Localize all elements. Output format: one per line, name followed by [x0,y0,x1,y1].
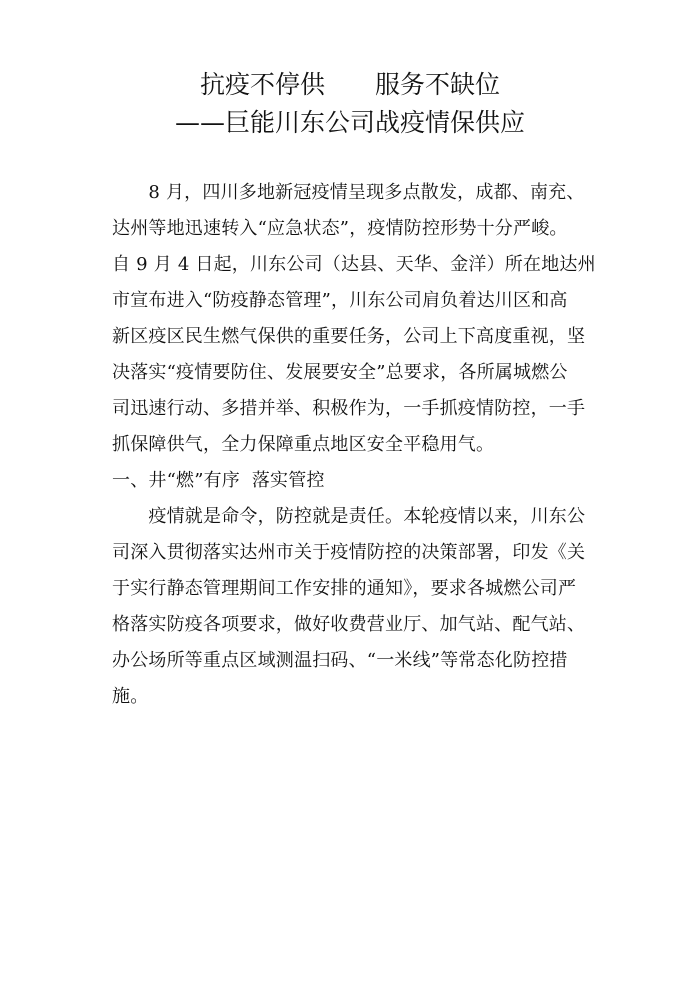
paragraph-line: 新区疫区民生燃气保供的重要任务，公司上下高度重视，坚 [112,326,586,347]
document-subtitle: ——巨能川东公司战疫情保供应 [174,108,525,137]
paragraph-line: 施。 [112,686,149,707]
paragraph-line: 疫情就是命令，防控就是责任。本轮疫情以来，川东公 [112,506,586,527]
paragraph-line: 决落实“疫情要防住、发展要安全”总要求，各所属城燃公 [112,362,568,383]
paragraph-line: 达州等地迅速转入“应急状态”，疫情防控形势十分严峻。 [112,218,568,239]
paragraph-line: 8 月，四川多地新冠疫情呈现多点散发，成都、南充、 [112,182,585,203]
paragraph-line: 司深入贯彻落实达州市关于疫情防控的决策部署，印发《关 [112,542,586,563]
paragraph-line: 司迅速行动、多措并举、积极作为，一手抓疫情防控，一手 [112,398,586,419]
paragraph-line: 市宣布进入“防疫静态管理”，川东公司肩负着达川区和高 [112,290,568,311]
paragraph-line: 自 9 月 4 日起，川东公司（达县、天华、金洋）所在地达州 [112,254,596,275]
paragraph-line: 抓保障供气，全力保障重点地区安全平稳用气。 [112,434,495,455]
section-heading: 一、井“燃”有序 落实管控 [112,470,325,491]
paragraph-line: 格落实防疫各项要求，做好收费营业厅、加气站、配气站、 [112,614,586,635]
paragraph-line: 办公场所等重点区域测温扫码、“一米线”等常态化防控措 [112,650,568,671]
paragraph-line: 于实行静态管理期间工作安排的通知》，要求各城燃公司严 [112,578,577,599]
document-title: 抗疫不停供 服务不缺位 [199,70,500,99]
